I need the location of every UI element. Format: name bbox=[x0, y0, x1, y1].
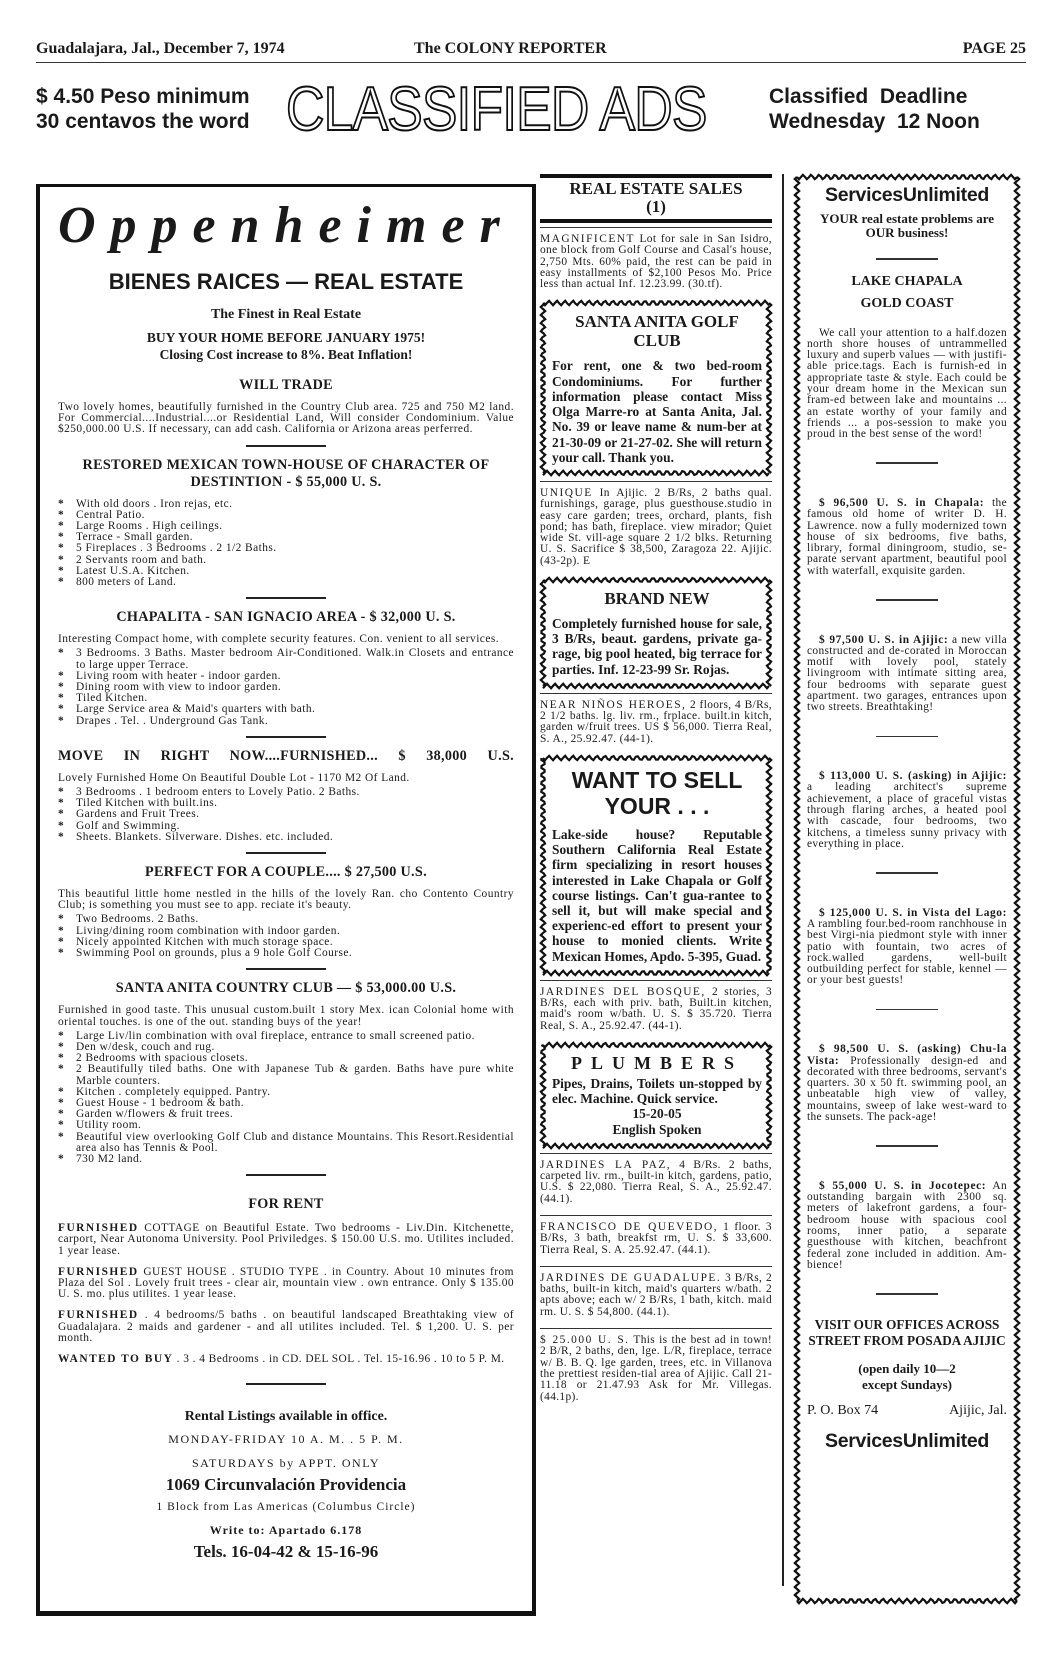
heading-line: REAL ESTATE SALES bbox=[569, 179, 743, 198]
divider bbox=[876, 599, 938, 601]
page-number: PAGE 25 bbox=[962, 40, 1026, 57]
heading-line: LAKE CHAPALA bbox=[851, 273, 963, 289]
divider bbox=[246, 445, 326, 447]
list-item: * Golf and Swimming. bbox=[76, 821, 514, 832]
ad-promo bbox=[58, 329, 514, 363]
listing-heading: SANTA ANITA COUNTRY CLUB — $ 53,000.00 U.S. bbox=[115, 980, 457, 997]
contact-line bbox=[807, 1402, 1007, 1418]
list-item: * Swimming Pool on grounds, plus a 9 hole Golf Course. bbox=[76, 948, 514, 959]
listing-section bbox=[58, 748, 514, 843]
property-listing bbox=[807, 908, 1007, 987]
classified-ad bbox=[540, 1215, 772, 1262]
po-box: P. O. Box 74 bbox=[807, 1402, 879, 1418]
list-item: * Living/dining room combination with indoor garden. bbox=[76, 926, 514, 937]
dateline: Guadalajara, Jal., December 7, 1974 bbox=[36, 40, 285, 57]
ad-body: 1 floor. 3 B/Rs, 3 bath, breakfst rm, U. S. $ 33,600. Tierra Real, S. A. 25.92.47. (44.1). bbox=[540, 1221, 772, 1256]
listing-section bbox=[58, 377, 514, 436]
services-unlimited-logo: ServicesUnlimited bbox=[825, 1430, 989, 1453]
divider bbox=[246, 852, 326, 854]
divider bbox=[876, 736, 938, 738]
list-item: * Terrace - Small garden. bbox=[76, 532, 514, 543]
divider bbox=[246, 968, 326, 970]
listing-body: Furnished in good taste. This unusual custom.built 1 story Mex. ican Colonial home with oriental touches. is one of the out. standing buys of the year! bbox=[58, 1004, 514, 1028]
ad-lead: MAGNIFICENT bbox=[540, 233, 635, 245]
list-item: * Kitchen . completely equipped. Pantry. bbox=[76, 1087, 514, 1098]
deadline-line: Classified Deadline bbox=[769, 85, 968, 108]
feature-list bbox=[58, 787, 514, 843]
listing-lead: $ 98,500 U. S. (asking) Chu-la Vista: bbox=[807, 1043, 1007, 1067]
listing-lead: $ 97,500 U. S. in Ajijic: bbox=[819, 633, 949, 646]
classified-ad bbox=[540, 693, 772, 751]
weekday-hours: MONDAY-FRIDAY 10 A. M. . 5 P. M. bbox=[168, 1432, 404, 1447]
boxed-ad-title: BRAND NEW bbox=[604, 588, 710, 608]
list-item: * 5 Fireplaces . 3 Bedrooms . 2 1/2 Baths. bbox=[76, 543, 514, 554]
rental-listing bbox=[58, 1354, 514, 1365]
newspaper-name: The COLONY REPORTER bbox=[414, 40, 607, 57]
listings bbox=[58, 377, 514, 1165]
list-item: * 730 M2 land. bbox=[76, 1154, 514, 1165]
ad-title: Oppenheimer bbox=[58, 197, 515, 254]
list-item: * Drapes . Tel. . Underground Gas Tank. bbox=[76, 716, 514, 727]
column-heading bbox=[540, 174, 772, 223]
classified-ad bbox=[540, 1328, 772, 1409]
boxed-ad-line: 15-20-05 bbox=[632, 1106, 682, 1122]
classified-ad bbox=[540, 980, 772, 1038]
feature-list bbox=[58, 914, 514, 959]
list-item: * 800 meters of Land. bbox=[76, 577, 514, 588]
boxed-ad-body: Lake-side house? Reputable Southern California Real Estate firm specializing in resort houses interested in Lake Chapala or Golf course listings. Can't gua-rantee to sell it, but will make special and experienc-ed effort to present your house to monied clients. Write Mexican Homes, Apdo. 5-395, Guad. bbox=[552, 826, 762, 964]
listing-lead: $ 55,000 U. S. in Jocotepec: bbox=[819, 1179, 987, 1192]
divider bbox=[876, 1293, 938, 1295]
rate-line: 30 centavos the word bbox=[36, 110, 250, 133]
hours-line: (open daily 10—2 bbox=[858, 1360, 956, 1376]
list-item: * 2 Beautifully tiled baths. One with Japanese Tub & garden. Baths have pure white Marble counters. bbox=[76, 1064, 514, 1086]
rentals bbox=[58, 1223, 514, 1365]
property-listing bbox=[807, 771, 1007, 850]
listing-body: Lovely Furnished Home On Beautiful Double Lot - 1170 M2 Of Land. bbox=[58, 771, 410, 784]
listing-section bbox=[58, 609, 514, 727]
boxed-ad-body: For rent, one & two bed-room Condominiums. For further information please contact Miss Olga Marre-ro at Santa Anita, Jal. No. 39 or leave name & num-ber at 21-30-09 or 21-27-02. She will return your call. Thank you. bbox=[552, 358, 762, 465]
ad-tagline: The Finest in Real Estate bbox=[210, 307, 362, 322]
divider bbox=[876, 462, 938, 464]
list-item: * Beautiful view overlooking Golf Club and distance Mountains. This Resort.Residential area also has Tennis & Pool. bbox=[76, 1132, 514, 1154]
visit-offices: VISIT OUR OFFICES ACROSS STREET FROM POSADA AJIJIC bbox=[808, 1316, 1006, 1348]
listing-body: Two lovely homes, beautifully furnished in the Country Club area. 725 and 750 M2 land. For Commercial....Industrial....or Residential Land, Will consider Condominium. Value $250,000.00 U.S. If necessary, can add cash. California or Arizona areas perferred. bbox=[58, 401, 514, 436]
list-item: * Sheets. Blankets. Silverware. Dishes. etc. included. bbox=[76, 832, 514, 843]
ad-body: Lot for sale in San Isidro, one block from Golf Course and Casal's house, 2,750 Mts. 60% paid, the rest can be paid in easy installments of $2,100 Pesos Mo. Price less than actual Inf. 12.23.99. (30.tf). bbox=[540, 233, 772, 291]
phone-numbers: Tels. 16-04-42 & 15-16-96 bbox=[193, 1542, 379, 1562]
listing-heading: MOVE IN RIGHT NOW....FURNISHED... $ 38,000 U.S. bbox=[58, 747, 514, 764]
list-item: * Two Bedrooms. 2 Baths. bbox=[76, 914, 514, 925]
ad-body: 2 stories, 3 B/Rs, each with priv. bath, Built.in kitchen, maid's room w/bath. U. S. $ 35.720. Tierra Real, S. A., 25.92.47. (44-1). bbox=[540, 985, 772, 1032]
listing-body: This beautiful little home nestled in the hills of the lovely Ran. cho Contento Country Club; is something you must see to app. reciate it's beauty. bbox=[58, 888, 514, 912]
list-item: * Nicely appointed Kitchen with much storage space. bbox=[76, 937, 514, 948]
divider bbox=[246, 1383, 326, 1385]
listing-body: Interesting Compact home, with complete security features. Con. venient to all services. bbox=[58, 633, 500, 646]
services-unlimited-ad bbox=[794, 174, 1020, 1604]
list-item: * Central Patio. bbox=[76, 510, 514, 521]
property-listing bbox=[807, 498, 1007, 577]
ad-subtitle: BIENES RAICES — REAL ESTATE bbox=[108, 269, 464, 294]
ad-body: This is the best ad in town! 2 B/R, 2 baths, den, lge. L/R, fireplace, terrace w/ B. B. Q. lge garden, trees, etc. in Villanova the prettiest residen-tial area of Ajijic. Call 21-11.18 or 21.47.93 Ask for Mr. Villegas. (44.1p). bbox=[540, 1334, 772, 1403]
deadline-info bbox=[769, 84, 980, 134]
heading-line: GOLD COAST bbox=[860, 295, 954, 311]
list-item: * 3 Bedrooms. 3 Baths. Master bedroom Air-Conditioned. Walk.in Closets and entrance to large upper Terrace. bbox=[76, 648, 514, 670]
list-item: * Latest U.S.A. Kitchen. bbox=[76, 566, 514, 577]
listing-section bbox=[58, 457, 514, 589]
ad-body: 3 B/Rs, 2 baths, built-in kitch, maid's quarters w/bath. 2 apts above; each w/ 2 B/Rs, 1 bath, kitch. maid rm. U. S. $ 54,800. (44.1). bbox=[540, 1271, 772, 1318]
promo-line: Closing Cost increase to 8%. Beat Inflation! bbox=[159, 347, 413, 362]
ad-body: 2 floors, 4 B/Rs, 2 1/2 baths. lg. liv. rm., frplace. built.in kitch, garden w/fruit trees. US $ 56,000. Tierra Real, S. A., 25.92.47. (44-1). bbox=[540, 698, 772, 745]
list-item: * Den w/desk, couch and rug. bbox=[76, 1042, 514, 1053]
classified-banner bbox=[36, 75, 1026, 144]
saturday-hours: SATURDAYS by APPT. ONLY bbox=[192, 1455, 380, 1470]
landmark: 1 Block from Las Americas (Columbus Circle) bbox=[156, 1500, 416, 1513]
boxed-ad-body: Completely furnished house for sale, 3 B/Rs, beaut. gardens, private ga-rage, big pool heated, big terrace for parties. Inf. 12-23-99 Sr. Rojas. bbox=[552, 615, 762, 677]
listing-section bbox=[58, 980, 514, 1165]
rental-body: . 4 bedrooms/5 baths . on beautiful landscaped Breathtaking view of Guadalajara. 2 maids and gardener - and all utilites included. Tel. $ 1,200. U. S. per month. bbox=[58, 1309, 514, 1344]
property-listing bbox=[807, 635, 1007, 714]
list-item: * Living room with heater - indoor garden. bbox=[76, 671, 514, 682]
ad-body: 4 B/Rs. 2 baths, carpeted liv. rm., built-in kitch, gardens, patio, U.S. $ 22,080. Tierra Real, S. A., 25.92.47. (44.1). bbox=[540, 1158, 772, 1205]
rental-lead: FURNISHED bbox=[58, 1222, 139, 1235]
boxed-ad-title: SANTA ANITA GOLF CLUB bbox=[575, 312, 739, 351]
rental-body: COTTAGE on Beautiful Estate. Two bedrooms - Liv.Din. Kitchenette, carport, Near Autonoma University. Pool Priviledges. $ 150.00 U.S. mo. Utilites included. 1 year lease. bbox=[58, 1222, 514, 1257]
heading-line: (1) bbox=[646, 197, 666, 216]
list-item: * Large Liv/lin combination with oval fireplace, entrance to small screened patio. bbox=[76, 1031, 514, 1042]
list-item: * Large Service area & Maid's quarters with bath. bbox=[76, 704, 514, 715]
divider bbox=[876, 1009, 938, 1011]
divider bbox=[876, 872, 938, 874]
boxed-ad bbox=[540, 755, 772, 976]
list-item: * Dining room with view to indoor garden. bbox=[76, 682, 514, 693]
intro-text: We call your attention to a half.dozen north shore houses of untrammelled luxury and superb values — with justifi-able price.tags. Each is furnish-ed in appropriate taste & style. Each could be your dream home in the Mexican sun fram-ed between lake and mountains ... an estate worthy of your family and friends ... a pos-session to make you proud in the best sense of the word! bbox=[807, 326, 1007, 441]
classified-list bbox=[540, 227, 772, 1409]
promo-line: BUY YOUR HOME BEFORE JANUARY 1975! bbox=[146, 330, 426, 345]
boxed-ad bbox=[540, 1042, 772, 1149]
property-listing bbox=[807, 1181, 1007, 1271]
deadline-line: Wednesday 12 Noon bbox=[769, 110, 980, 133]
list-item: * 2 Bedrooms with spacious closets. bbox=[76, 1053, 514, 1064]
office-address: 1069 Circunvalación Providencia bbox=[165, 1474, 407, 1494]
rental-listings-note: Rental Listings available in office. bbox=[184, 1409, 388, 1425]
rental-listing bbox=[58, 1223, 514, 1257]
mailing-address: Write to: Apartado 6.178 bbox=[209, 1523, 363, 1538]
divider bbox=[876, 258, 938, 260]
rental-listing bbox=[58, 1267, 514, 1301]
rental-listing bbox=[58, 1310, 514, 1344]
rental-lead: WANTED TO BUY bbox=[58, 1352, 174, 1365]
listing-heading: RESTORED MEXICAN TOWN-HOUSE OF CHARACTER OF DESTINTION - $ 55,000 U. S. bbox=[82, 456, 490, 490]
divider bbox=[246, 597, 326, 599]
ad-lead: UNIQUE bbox=[540, 486, 593, 499]
property-listing bbox=[807, 1044, 1007, 1123]
divider bbox=[876, 1145, 938, 1147]
divider bbox=[246, 1174, 326, 1176]
list-item: * Tiled Kitchen with built.ins. bbox=[76, 798, 514, 809]
classified-ad bbox=[540, 227, 772, 296]
feature-list bbox=[58, 648, 514, 726]
classified-ad bbox=[540, 1266, 772, 1324]
list-item: * 3 Bedrooms . 1 bedroom enters to Lovely Patio. 2 Baths. bbox=[76, 787, 514, 798]
listing-lead: $ 96,500 U. S. in Chapala: bbox=[819, 496, 985, 509]
list-item: * 2 Servants room and bath. bbox=[76, 555, 514, 566]
feature-list bbox=[58, 499, 514, 589]
office-hours bbox=[807, 1361, 1007, 1393]
boxed-ad-body: Pipes, Drains, Toilets un-stopped by elec. Machine. Quick service. bbox=[552, 1076, 762, 1107]
listing-heading: WILL TRADE bbox=[239, 377, 333, 393]
boxed-ad-title: WANT TO SELL YOUR . . . bbox=[571, 766, 743, 819]
boxed-ad bbox=[540, 300, 772, 476]
list-item: * Large Rooms . High ceilings. bbox=[76, 521, 514, 532]
ad-lead: NEAR NIÑOS HEROES, bbox=[540, 698, 687, 711]
oppenheimer-ad bbox=[36, 184, 536, 1616]
listing-heading: CHAPALITA - SAN IGNACIO AREA - $ 32,000 U. S. bbox=[116, 609, 456, 626]
boxed-ad-line: English Spoken bbox=[612, 1121, 702, 1137]
listing-body: the famous old home of writer D. H. Lawrence. now a fully modernized town house of six bedrooms, five baths, library, formal diningroom, studio, se-parate servant apartment, beautiful pool with waterfall, exquisite garden. bbox=[807, 496, 1007, 577]
listing-lead: $ 125,000 U. S. in Vista del Lago: bbox=[819, 906, 1007, 919]
ad-lead: JARDINES DE GUADALUPE. bbox=[540, 1271, 722, 1284]
ad-body: In Ajijic. 2 B/Rs, 2 baths qual. furnishings, garage, plus guesthouse.studio in easy care garden; trees, orchard, plants, fish pond; has bath, fireplace. view mirador; Quiet wide St. vill-age square 2 1/2 blks. Returning U. S. Sacrifice $ 38,500, Zaragoza 22. Ajijic. (43-2p). E bbox=[540, 486, 772, 567]
list-item: * With old doors . Iron rejas, etc. bbox=[76, 499, 514, 510]
listings bbox=[807, 462, 1007, 1271]
rate-info bbox=[36, 84, 250, 134]
rental-lead: FURNISHED bbox=[58, 1265, 139, 1278]
boxed-ad-title: PLUMBERS bbox=[570, 1053, 743, 1073]
real-estate-sales-column bbox=[540, 174, 784, 1586]
listing-body: a new villa constructed and de-corated in Moroccan motif with lovely pool, stately livingroom with intimate sitting area, four bedrooms with separate guest apartment. two garages, entrances upon two streets. Breathtaking! bbox=[807, 633, 1007, 714]
boxed-ad bbox=[540, 577, 772, 689]
ad-lead: JARDINES LA PAZ, bbox=[540, 1158, 672, 1171]
list-item: * Gardens and Fruit Trees. bbox=[76, 809, 514, 820]
banner-title: CLASSIFIED ADS bbox=[286, 75, 707, 144]
divider bbox=[246, 736, 326, 738]
masthead bbox=[36, 36, 1026, 63]
hours-line: except Sundays) bbox=[862, 1376, 952, 1392]
rental-body: . 3 . 4 Bedrooms . in CD. DEL SOL . Tel. 15-16.96 . 10 to 5 P. M. bbox=[176, 1352, 505, 1365]
listing-section bbox=[58, 864, 514, 959]
city: Ajijic, Jal. bbox=[949, 1402, 1007, 1418]
rental-lead: FURNISHED bbox=[58, 1309, 139, 1322]
listing-heading: PERFECT FOR A COUPLE.... $ 27,500 U.S. bbox=[145, 864, 427, 881]
classified-ad bbox=[540, 1153, 772, 1211]
rental-body: GUEST HOUSE . STUDIO TYPE . in Country. About 10 minutes from Plaza del Sol . Lovely fruit trees - clear air, mountain view . own entrance. Only $ 135.00 U. S. mo. plus utilites. 1 year lease. bbox=[58, 1265, 514, 1301]
listing-body: An outstanding bargain with 2300 sq. meters of lakefront gardens, a four-bedroom house with spacious cool rooms, inner patio, a separate guesthouse with kitchen, beachfront federal zone included in addition. Am-bience! bbox=[807, 1179, 1007, 1271]
ad-lead: FRANCISCO DE QUEVEDO, bbox=[540, 1221, 719, 1233]
ad-lead: $ 25.000 U. S. bbox=[540, 1334, 630, 1347]
list-item: * Utility room. bbox=[76, 1120, 514, 1131]
listing-body: a leading architect's supreme achievement, a place of graceful vistas through flaring arches, a heated pool with cascade, four bedrooms, two kitchens, a timeless sunny privacy with everything in place. bbox=[807, 781, 1007, 850]
list-item: * Tiled Kitchen. bbox=[76, 693, 514, 704]
list-item: * Garden w/flowers & fruit trees. bbox=[76, 1109, 514, 1120]
ad-lead: JARDINES DEL BOSQUE, bbox=[540, 985, 706, 998]
listing-body: Professionally design-ed and decorated with three bedrooms, servant's quarters. 30 x 50 ft. swimming pool, an unbeatable high view of valley, mountains, sweep of lake west-ward to the sunsets. The pack-age! bbox=[807, 1054, 1007, 1124]
classified-ad bbox=[540, 481, 772, 573]
services-unlimited-logo: ServicesUnlimited bbox=[825, 184, 989, 206]
list-item: * Guest House - 1 bedroom & bath. bbox=[76, 1098, 514, 1109]
feature-list bbox=[58, 1031, 514, 1165]
listing-body: A rambling four.bed-room ranchhouse in best Virgi-nia piedmont style with inner patio with fountain, two acres of rock.walled gardens, well-built outbuilding perfect for stable, kennel — or your best guests! bbox=[807, 918, 1007, 987]
for-rent-heading: FOR RENT bbox=[248, 1196, 324, 1213]
ad-tagline: YOUR real estate problems are OUR business! bbox=[819, 211, 995, 240]
rate-line: $ 4.50 Peso minimum bbox=[36, 85, 250, 108]
listing-lead: $ 113,000 U. S. (asking) in Ajijic: bbox=[819, 770, 1007, 783]
